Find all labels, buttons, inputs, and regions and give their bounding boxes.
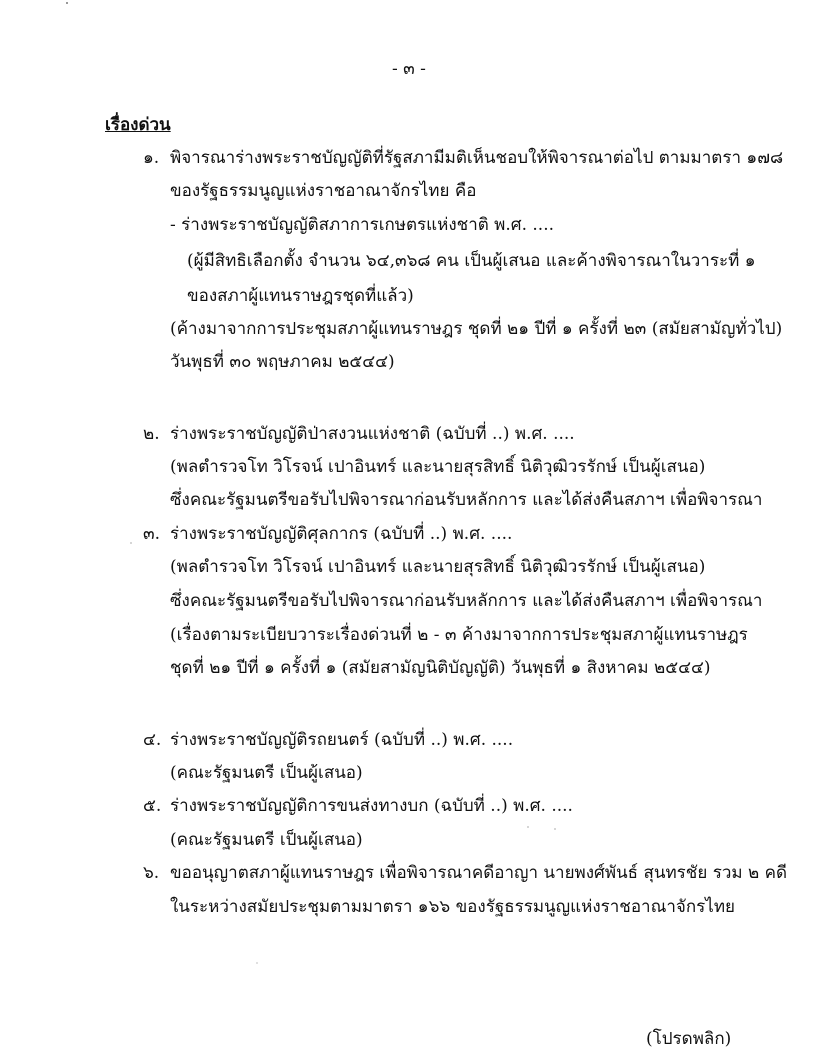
page-number: - ๓ - — [392, 59, 426, 79]
scan-speck — [66, 2, 68, 4]
item-1-note-1: (ค้างมาจากการประชุมสภาผู้แทนราษฎร ชุดที่ ๒๑ ปีที่ ๑ ครั้งที่ ๒๓ (สมัยสามัญทั่วไป) — [170, 319, 783, 339]
item-6-line-1: ขออนุญาตสภาผู้แทนราษฎร เพื่อพิจารณาคดีอาญา นายพงศ์พันธ์ สุนทรชัย รวม ๒ คดี — [170, 863, 788, 883]
item-2-line-2: (พลตำรวจโท วิโรจน์ เปาอินทร์ และนายสุรสิทธิ์ นิติวุฒิวรรักษ์ เป็นผู้เสนอ) — [170, 457, 706, 477]
item-5-line-1: ร่างพระราชบัญญัติการขนส่งทางบก (ฉบับที่ ..) พ.ศ. .... — [170, 796, 573, 816]
item-1-sub-line-2: ของสภาผู้แทนราษฎรชุดที่แล้ว) — [187, 286, 414, 306]
item-3-line-5: ชุดที่ ๒๑ ปีที่ ๑ ครั้งที่ ๑ (สมัยสามัญนิติบัญญัติ) วันพุธที่ ๑ สิงหาคม ๒๕๔๔) — [170, 658, 711, 678]
item-1-sub-title: - ร่างพระราชบัญญัติสภาการเกษตรแห่งชาติ พ.ศ. .... — [170, 215, 555, 235]
item-4-line-1: ร่างพระราชบัญญัติรถยนตร์ (ฉบับที่ ..) พ.ศ. .... — [170, 730, 514, 750]
item-5-line-2: (คณะรัฐมนตรี เป็นผู้เสนอ) — [170, 830, 363, 850]
footer-note: (โปรดพลิก) — [646, 1029, 732, 1049]
item-2-line-1: ร่างพระราชบัญญัติป่าสงวนแห่งชาติ (ฉบับที่ ..) พ.ศ. .... — [170, 424, 575, 444]
item-3-number: ๓. — [143, 524, 161, 544]
item-2-line-3: ซึ่งคณะรัฐมนตรีขอรับไปพิจารณาก่อนรับหลักการ และได้ส่งคืนสภาฯ เพื่อพิจารณา — [170, 490, 763, 510]
item-6-number: ๖. — [143, 863, 160, 883]
item-5-number: ๕. — [143, 796, 162, 816]
item-4-line-2: (คณะรัฐมนตรี เป็นผู้เสนอ) — [170, 763, 363, 783]
scan-speck — [554, 828, 556, 830]
scan-speck — [256, 962, 258, 964]
item-2-number: ๒. — [143, 424, 160, 444]
item-3-line-1: ร่างพระราชบัญญัติศุลกากร (ฉบับที่ ..) พ.ศ. .... — [170, 524, 513, 544]
item-3-line-2: (พลตำรวจโท วิโรจน์ เปาอินทร์ และนายสุรสิทธิ์ นิติวุฒิวรรักษ์ เป็นผู้เสนอ) — [170, 557, 706, 577]
section-heading: เรื่องด่วน — [105, 115, 171, 135]
item-3-line-3: ซึ่งคณะรัฐมนตรีขอรับไปพิจารณาก่อนรับหลักการ และได้ส่งคืนสภาฯ เพื่อพิจารณา — [170, 591, 763, 611]
scan-speck — [130, 542, 132, 544]
item-1-number: ๑. — [143, 148, 160, 168]
item-3-line-4: (เรื่องตามระเบียบวาระเรื่องด่วนที่ ๒ - ๓ ค้างมาจากการประชุมสภาผู้แทนราษฎร — [170, 625, 748, 645]
item-1-line-1: พิจารณาร่างพระราชบัญญัติที่รัฐสภามีมติเห็นชอบให้พิจารณาต่อไป ตามมาตรา ๑๗๘ — [170, 148, 784, 168]
item-4-number: ๔. — [143, 730, 162, 750]
scan-speck — [527, 826, 529, 828]
item-1-line-2: ของรัฐธรรมนูญแห่งราชอาณาจักรไทย คือ — [170, 181, 477, 201]
item-1-note-2: วันพุธที่ ๓๐ พฤษภาคม ๒๕๔๔) — [170, 352, 395, 372]
item-1-sub-line-1: (ผู้มีสิทธิเลือกตั้ง จำนวน ๖๔,๓๖๘ คน เป็นผู้เสนอ และค้างพิจารณาในวาระที่ ๑ — [187, 251, 756, 271]
item-6-line-2: ในระหว่างสมัยประชุมตามมาตรา ๑๖๖ ของรัฐธรรมนูญแห่งราชอาณาจักรไทย — [170, 897, 736, 917]
